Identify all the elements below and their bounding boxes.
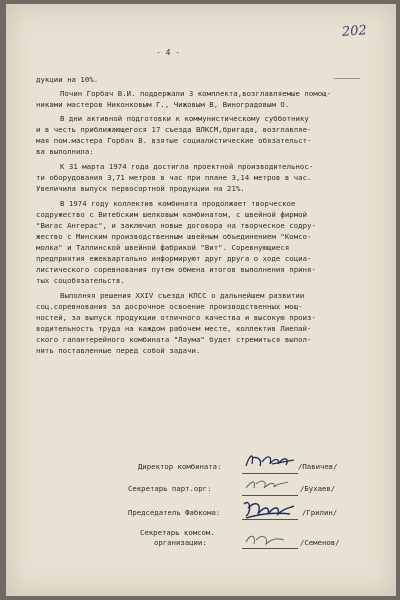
paragraph-4-line: Увеличила выпуск первосортной продукции на 21%. [36, 184, 245, 193]
paragraph-3-line: ва выполнила: [36, 147, 94, 156]
signature-label: Секретарь комсом. [140, 528, 215, 537]
paragraph-5-line: "Вигас Ангерас", и заключил новые договора на творческое содру- [36, 221, 316, 230]
signature-label: Председатель Фабкома: [128, 508, 221, 517]
signature-label: Директор комбината: [138, 462, 222, 471]
signatory-name: /Грилин/ [302, 508, 338, 517]
paragraph-5-line: тых соцобязательств. [36, 276, 125, 285]
paragraph-5-line: предприятия ежеквартально информируют друг друга о ходе социа- [36, 254, 312, 263]
paragraph-2-line: никами мастеров Никонковым Г., Чижовым В, Виноградовым О. [36, 100, 290, 109]
signature-label-continued: организации: [154, 538, 207, 547]
paragraph-4-line: ти оборудования 3,71 метров в час при плане 3,14 метров в час. [36, 173, 312, 182]
paragraph-5-line: листического соревнования путем обмена итогов выполнения приня- [36, 265, 316, 274]
signature-label: Секретарь парт.орг: [128, 484, 212, 493]
document-page [6, 4, 396, 596]
handwritten-signature-director [242, 450, 300, 472]
paragraph-3-line: и в честь приближающегося 17 съезда ВЛКСМ,бригада, возглавляе- [36, 125, 312, 134]
paragraph-6-line: Выполняя решения XXIV съезда КПСС о дальнейшем развитии [60, 291, 305, 300]
page-number: - 4 - [156, 48, 181, 57]
paragraph-5-line: молка" и Таллинской швейной фабрикой "Вит". Соревнующиеся [36, 243, 290, 252]
signatory-name: /Павичев/ [298, 462, 338, 471]
paragraph-5-line: жество с Минским производственным швейным объединением "Комсо- [36, 232, 312, 241]
paragraph-5-line: содружество с Витебским шелковым комбинатом, с швейной фирмой [36, 210, 308, 219]
paragraph-6-line: соц.соревнования за досрочное освоение производственных мощ- [36, 302, 303, 311]
signatory-name: /Бухаев/ [300, 484, 336, 493]
signature-line [242, 519, 298, 520]
paragraph-4-line: К 31 марта 1974 года достигла проектной производительнос- [60, 162, 314, 171]
archive-page-number: 202 [341, 23, 368, 40]
handwritten-signature-party-secretary [242, 474, 292, 494]
paragraph-6-line: ского галантерейного комбината "Лаума" будет стремиться выпол- [36, 335, 312, 344]
paragraph-2-line: Почин Горбач В.И. поддержали 3 комплекта,возглавляемые помощ- [60, 89, 332, 98]
paragraph-6-line: водительность труда на каждом рабочем месте, коллектив Лиепай- [36, 324, 312, 333]
signatory-name: /Семенов/ [300, 538, 340, 547]
signature-line [242, 548, 298, 549]
paragraph-6-line: ностей, за выпуск продукции отличного качества и высокую произ- [36, 313, 316, 322]
paragraph-6-line: нить поставленные перед собой задачи. [36, 346, 201, 355]
paragraph-1-line: дукции на 10%. [36, 75, 99, 84]
paragraph-3-line: В дни активной подготовки к коммунистическому субботнику [60, 114, 309, 123]
paragraph-5-line: В 1974 году коллектив комбината продолжает творческое [60, 199, 296, 208]
handwritten-signature-komsomol-secretary [242, 528, 290, 550]
paragraph-3-line: мая пом.мастера Горбач В. взятые социалистические обязательст- [36, 136, 312, 145]
